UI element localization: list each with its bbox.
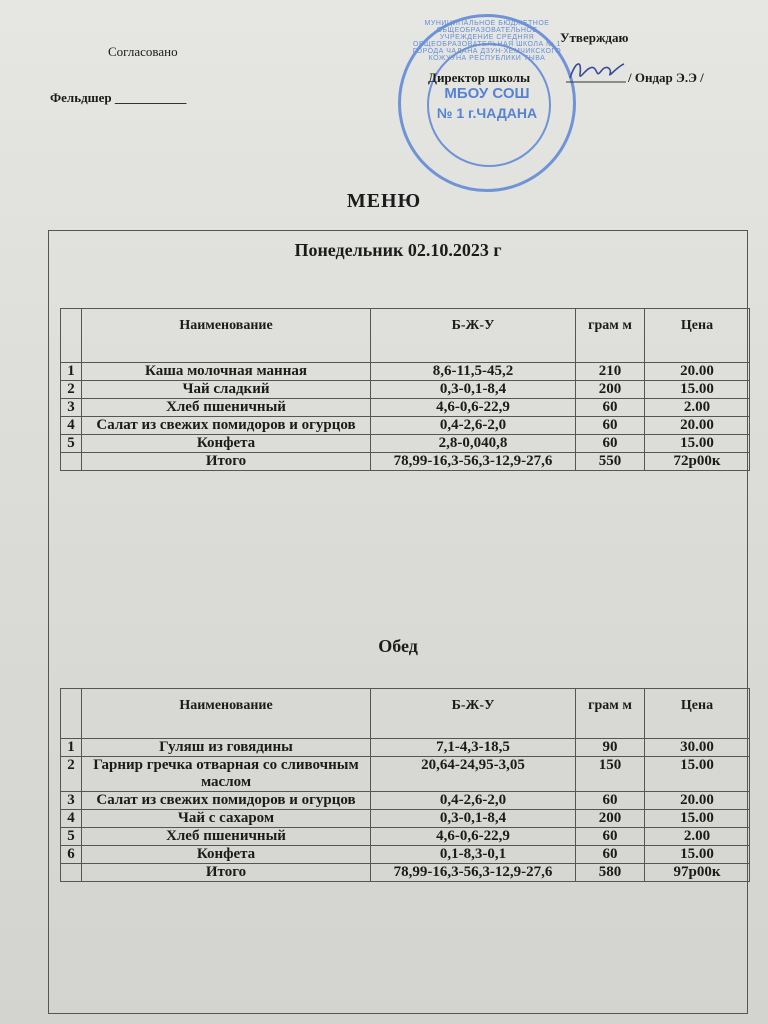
dish-gram: 60 <box>576 828 645 846</box>
row-number: 5 <box>61 435 82 453</box>
dish-gram: 200 <box>576 381 645 399</box>
dish-price: 2.00 <box>645 828 750 846</box>
lunch-title: Обед <box>378 636 418 656</box>
row-number: 4 <box>61 810 82 828</box>
dish-name: Конфета <box>82 435 371 453</box>
dish-bju: 0,1-8,3-0,1 <box>371 846 576 864</box>
dish-gram: 60 <box>576 417 645 435</box>
dish-bju: 7,1-4,3-18,5 <box>371 739 576 757</box>
col-number <box>61 309 82 363</box>
row-number: 6 <box>61 846 82 864</box>
dish-name: Салат из свежих помидоров и огурцов <box>82 417 371 435</box>
total-gram: 550 <box>576 453 645 471</box>
dish-name: Каша молочная манная <box>82 363 371 381</box>
row-number: 2 <box>61 381 82 399</box>
col-bju: Б-Ж-У <box>371 309 576 363</box>
dish-price: 15.00 <box>645 846 750 864</box>
dish-gram: 90 <box>576 739 645 757</box>
director-label: Директор школы <box>428 70 531 85</box>
row-number: 1 <box>61 363 82 381</box>
row-number: 5 <box>61 828 82 846</box>
dish-price: 20.00 <box>645 417 750 435</box>
total-label: Итого <box>82 453 371 471</box>
dish-gram: 60 <box>576 399 645 417</box>
stamp-ring-text: МУНИЦИПАЛЬНОЕ БЮДЖЕТНОЕ ОБЩЕОБРАЗОВАТЕЛЬНОЕ УЧРЕЖДЕНИЕ СРЕДНЯЯ ОБЩЕОБРАЗОВАТЕЛЬНАЯ ШКОЛА № 1 ГОРОДА ЧАДАНА ДЗУН-ХЕМЧИКСКОГО КОЖУУНА РЕСПУБЛИКИ ТЫВА <box>412 20 562 62</box>
total-price: 97р00к <box>645 864 750 882</box>
dish-bju: 4,6-0,6-22,9 <box>371 399 576 417</box>
table-row <box>61 417 750 435</box>
col-price: Цена <box>645 689 750 739</box>
lunch-table <box>60 688 750 882</box>
row-number: 1 <box>61 739 82 757</box>
dish-name: Конфета <box>82 846 371 864</box>
table-row <box>61 828 750 846</box>
dish-gram: 210 <box>576 363 645 381</box>
breakfast-table <box>60 308 750 471</box>
total-label: Итого <box>82 864 371 882</box>
stamp-line1: МБОУ СОШ <box>444 85 530 102</box>
col-name: Наименование <box>82 689 371 739</box>
col-number <box>61 689 82 739</box>
school-stamp <box>398 14 576 192</box>
director-name: / Ондар Э.Э / <box>628 70 704 85</box>
director-signature <box>566 56 626 84</box>
dish-price: 30.00 <box>645 739 750 757</box>
dish-gram: 60 <box>576 792 645 810</box>
table-row <box>61 381 750 399</box>
row-number: 4 <box>61 417 82 435</box>
dish-gram: 200 <box>576 810 645 828</box>
dish-gram: 60 <box>576 435 645 453</box>
dish-name: Хлеб пшеничный <box>82 399 371 417</box>
dish-name: Чай с сахаром <box>82 810 371 828</box>
dish-name: Хлеб пшеничный <box>82 828 371 846</box>
col-price: Цена <box>645 309 750 363</box>
approve-label: Утверждаю <box>560 30 629 45</box>
col-gram: грам м <box>576 689 645 739</box>
dish-bju: 0,4-2,6-2,0 <box>371 792 576 810</box>
table-row <box>61 810 750 828</box>
total-bju: 78,99-16,3-56,3-12,9-27,6 <box>371 453 576 471</box>
dish-bju: 20,64-24,95-3,05 <box>371 757 576 792</box>
total-gram: 580 <box>576 864 645 882</box>
dish-bju: 0,3-0,1-8,4 <box>371 381 576 399</box>
table-row <box>61 363 750 381</box>
dish-bju: 0,3-0,1-8,4 <box>371 810 576 828</box>
dish-name: Гуляш из говядины <box>82 739 371 757</box>
dish-name: Салат из свежих помидоров и огурцов <box>82 792 371 810</box>
dish-price: 20.00 <box>645 363 750 381</box>
dish-price: 2.00 <box>645 399 750 417</box>
table-row <box>61 399 750 417</box>
table-row <box>61 739 750 757</box>
table-row <box>61 757 750 792</box>
total-bju: 78,99-16,3-56,3-12,9-27,6 <box>371 864 576 882</box>
dish-price: 15.00 <box>645 757 750 792</box>
dish-price: 20.00 <box>645 792 750 810</box>
total-row <box>61 864 750 882</box>
agreed-label: Согласовано <box>108 44 178 59</box>
total-row <box>61 453 750 471</box>
day-title: Понедельник 02.10.2023 г <box>294 240 502 260</box>
dish-price: 15.00 <box>645 435 750 453</box>
dish-bju: 2,8-0,040,8 <box>371 435 576 453</box>
menu-title: МЕНЮ <box>346 190 422 212</box>
total-price: 72р00к <box>645 453 750 471</box>
row-number: 2 <box>61 757 82 792</box>
dish-bju: 4,6-0,6-22,9 <box>371 828 576 846</box>
table-row <box>61 792 750 810</box>
table-row <box>61 846 750 864</box>
col-name: Наименование <box>82 309 371 363</box>
dish-gram: 60 <box>576 846 645 864</box>
breakfast-header-row <box>61 309 750 363</box>
paramedic-line: Фельдшер ___________ <box>50 90 187 105</box>
stamp-line2: № 1 г.ЧАДАНА <box>436 105 538 121</box>
row-number: 3 <box>61 399 82 417</box>
dish-price: 15.00 <box>645 810 750 828</box>
dish-price: 15.00 <box>645 381 750 399</box>
dish-name: Чай сладкий <box>82 381 371 399</box>
dish-gram: 150 <box>576 757 645 792</box>
dish-bju: 0,4-2,6-2,0 <box>371 417 576 435</box>
dish-name: Гарнир гречка отварная со сливочным маслом <box>82 757 371 792</box>
row-number: 3 <box>61 792 82 810</box>
col-gram: грам м <box>576 309 645 363</box>
table-row <box>61 435 750 453</box>
dish-bju: 8,6-11,5-45,2 <box>371 363 576 381</box>
lunch-header-row <box>61 689 750 739</box>
col-bju: Б-Ж-У <box>371 689 576 739</box>
